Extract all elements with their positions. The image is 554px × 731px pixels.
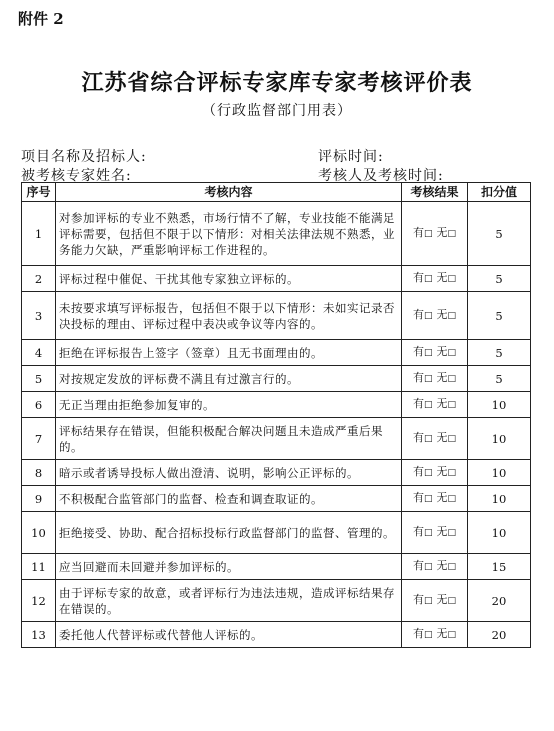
- row-score: 5: [468, 292, 531, 340]
- checkbox-yes[interactable]: □: [423, 528, 433, 538]
- row-content: 无正当理由拒绝参加复审的。: [56, 392, 402, 418]
- result-no-label: 无: [436, 226, 448, 239]
- checkbox-yes[interactable]: □: [423, 434, 433, 444]
- result-no-label: 无: [436, 525, 448, 538]
- row-content: 拒绝在评标报告上签字（签章）且无书面理由的。: [56, 340, 402, 366]
- row-score: 15: [468, 554, 531, 580]
- checkbox-yes[interactable]: □: [423, 400, 433, 410]
- checkbox-no[interactable]: □: [447, 229, 457, 239]
- result-no-label: 无: [436, 491, 448, 504]
- row-number: 6: [22, 392, 56, 418]
- table-row: [22, 622, 531, 648]
- checkbox-no[interactable]: □: [447, 374, 457, 384]
- table-row: [22, 418, 531, 460]
- checkbox-yes[interactable]: □: [423, 274, 433, 284]
- eval-time-label: 评标时间:: [318, 149, 384, 165]
- table-row: [22, 202, 531, 266]
- result-yes-label: 有: [412, 431, 424, 444]
- row-number: 10: [22, 512, 56, 554]
- row-result: [402, 512, 468, 554]
- result-no-label: 无: [436, 593, 448, 606]
- attachment-label: 附件 2: [18, 10, 64, 28]
- row-result: [402, 392, 468, 418]
- row-result: [402, 366, 468, 392]
- checkbox-no[interactable]: □: [447, 596, 457, 606]
- result-yes-label: 有: [412, 593, 424, 606]
- row-content: 未按要求填写评标报告，包括但不限于以下情形：未如实记录否决投标的理由、评标过程中表决或争议等内容的。: [56, 292, 402, 340]
- result-yes-label: 有: [412, 371, 424, 384]
- checkbox-no[interactable]: □: [447, 630, 457, 640]
- result-yes-label: 有: [412, 226, 424, 239]
- checkbox-no[interactable]: □: [447, 562, 457, 572]
- row-number: 11: [22, 554, 56, 580]
- header-result: 考核结果: [402, 183, 468, 202]
- table-row: [22, 266, 531, 292]
- checkbox-no[interactable]: □: [447, 528, 457, 538]
- table-row: [22, 392, 531, 418]
- table-row: [22, 512, 531, 554]
- row-score: 10: [468, 460, 531, 486]
- row-result: [402, 580, 468, 622]
- table-row: [22, 340, 531, 366]
- row-score: 20: [468, 580, 531, 622]
- checkbox-yes[interactable]: □: [423, 494, 433, 504]
- row-score: 10: [468, 392, 531, 418]
- row-result: [402, 622, 468, 648]
- table-row: [22, 554, 531, 580]
- checkbox-yes[interactable]: □: [423, 630, 433, 640]
- row-score: 10: [468, 512, 531, 554]
- row-content: 不积极配合监管部门的监督、检查和调查取证的。: [56, 486, 402, 512]
- row-number: 13: [22, 622, 56, 648]
- header-score: 扣分值: [468, 183, 531, 202]
- result-yes-label: 有: [412, 465, 424, 478]
- result-yes-label: 有: [412, 559, 424, 572]
- result-yes-label: 有: [412, 627, 424, 640]
- result-no-label: 无: [436, 431, 448, 444]
- checkbox-yes[interactable]: □: [423, 596, 433, 606]
- assessment-table: [21, 182, 531, 648]
- checkbox-no[interactable]: □: [447, 311, 457, 321]
- checkbox-yes[interactable]: □: [423, 562, 433, 572]
- table-header-row: [22, 183, 531, 202]
- table-row: [22, 580, 531, 622]
- row-content: 拒绝接受、协助、配合招标投标行政监督部门的监督、管理的。: [56, 512, 402, 554]
- table-row: [22, 486, 531, 512]
- result-no-label: 无: [436, 397, 448, 410]
- result-yes-label: 有: [412, 491, 424, 504]
- header-content: 考核内容: [56, 183, 402, 202]
- row-content: 暗示或者诱导投标人做出澄清、说明，影响公正评标的。: [56, 460, 402, 486]
- project-label: 项目名称及招标人:: [21, 149, 147, 165]
- row-number: 2: [22, 266, 56, 292]
- row-content: 对按规定发放的评标费不满且有过激言行的。: [56, 366, 402, 392]
- checkbox-no[interactable]: □: [447, 494, 457, 504]
- row-score: 5: [468, 202, 531, 266]
- result-yes-label: 有: [412, 397, 424, 410]
- result-no-label: 无: [436, 345, 448, 358]
- row-number: 8: [22, 460, 56, 486]
- assessor-label: 考核人及考核时间:: [318, 168, 444, 184]
- row-number: 7: [22, 418, 56, 460]
- row-content: 由于评标专家的故意，或者评标行为违法违规，造成评标结果存在错误的。: [56, 580, 402, 622]
- row-number: 12: [22, 580, 56, 622]
- row-result: [402, 418, 468, 460]
- row-score: 10: [468, 486, 531, 512]
- result-yes-label: 有: [412, 345, 424, 358]
- checkbox-no[interactable]: □: [447, 400, 457, 410]
- checkbox-no[interactable]: □: [447, 468, 457, 478]
- row-number: 3: [22, 292, 56, 340]
- result-no-label: 无: [436, 271, 448, 284]
- row-number: 4: [22, 340, 56, 366]
- checkbox-no[interactable]: □: [447, 274, 457, 284]
- table-row: [22, 460, 531, 486]
- row-content: 评标过程中催促、干扰其他专家独立评标的。: [56, 266, 402, 292]
- result-yes-label: 有: [412, 525, 424, 538]
- result-no-label: 无: [436, 627, 448, 640]
- row-score: 5: [468, 266, 531, 292]
- row-result: [402, 554, 468, 580]
- row-result: [402, 292, 468, 340]
- result-yes-label: 有: [412, 308, 424, 321]
- table-row: [22, 292, 531, 340]
- row-result: [402, 266, 468, 292]
- result-no-label: 无: [436, 465, 448, 478]
- row-score: 5: [468, 366, 531, 392]
- row-result: [402, 340, 468, 366]
- checkbox-yes[interactable]: □: [423, 311, 433, 321]
- checkbox-yes[interactable]: □: [423, 229, 433, 239]
- row-content: 应当回避而未回避并参加评标的。: [56, 554, 402, 580]
- checkbox-no[interactable]: □: [447, 348, 457, 358]
- checkbox-yes[interactable]: □: [423, 348, 433, 358]
- header-no: 序号: [22, 183, 56, 202]
- row-number: 1: [22, 202, 56, 266]
- row-content: 评标结果存在错误，但能积极配合解决问题且未造成严重后果的。: [56, 418, 402, 460]
- row-result: [402, 202, 468, 266]
- result-yes-label: 有: [412, 271, 424, 284]
- row-content: 委托他人代替评标或代替他人评标的。: [56, 622, 402, 648]
- row-score: 20: [468, 622, 531, 648]
- checkbox-yes[interactable]: □: [423, 374, 433, 384]
- table-row: [22, 366, 531, 392]
- checkbox-yes[interactable]: □: [423, 468, 433, 478]
- row-result: [402, 486, 468, 512]
- row-score: 5: [468, 340, 531, 366]
- row-result: [402, 460, 468, 486]
- row-score: 10: [468, 418, 531, 460]
- result-no-label: 无: [436, 559, 448, 572]
- result-no-label: 无: [436, 371, 448, 384]
- checkbox-no[interactable]: □: [447, 434, 457, 444]
- row-content: 对参加评标的专业不熟悉，市场行情不了解，专业技能不能满足评标需要，包括但不限于以下情形：对相关法律法规不熟悉，业务能力欠缺，严重影响评标工作进程的。: [56, 202, 402, 266]
- expert-label: 被考核专家姓名:: [21, 168, 132, 184]
- page-subtitle: （行政监督部门用表）: [202, 103, 352, 119]
- result-no-label: 无: [436, 308, 448, 321]
- row-number: 9: [22, 486, 56, 512]
- page-title: 江苏省综合评标专家库专家考核评价表: [81, 70, 473, 96]
- row-number: 5: [22, 366, 56, 392]
